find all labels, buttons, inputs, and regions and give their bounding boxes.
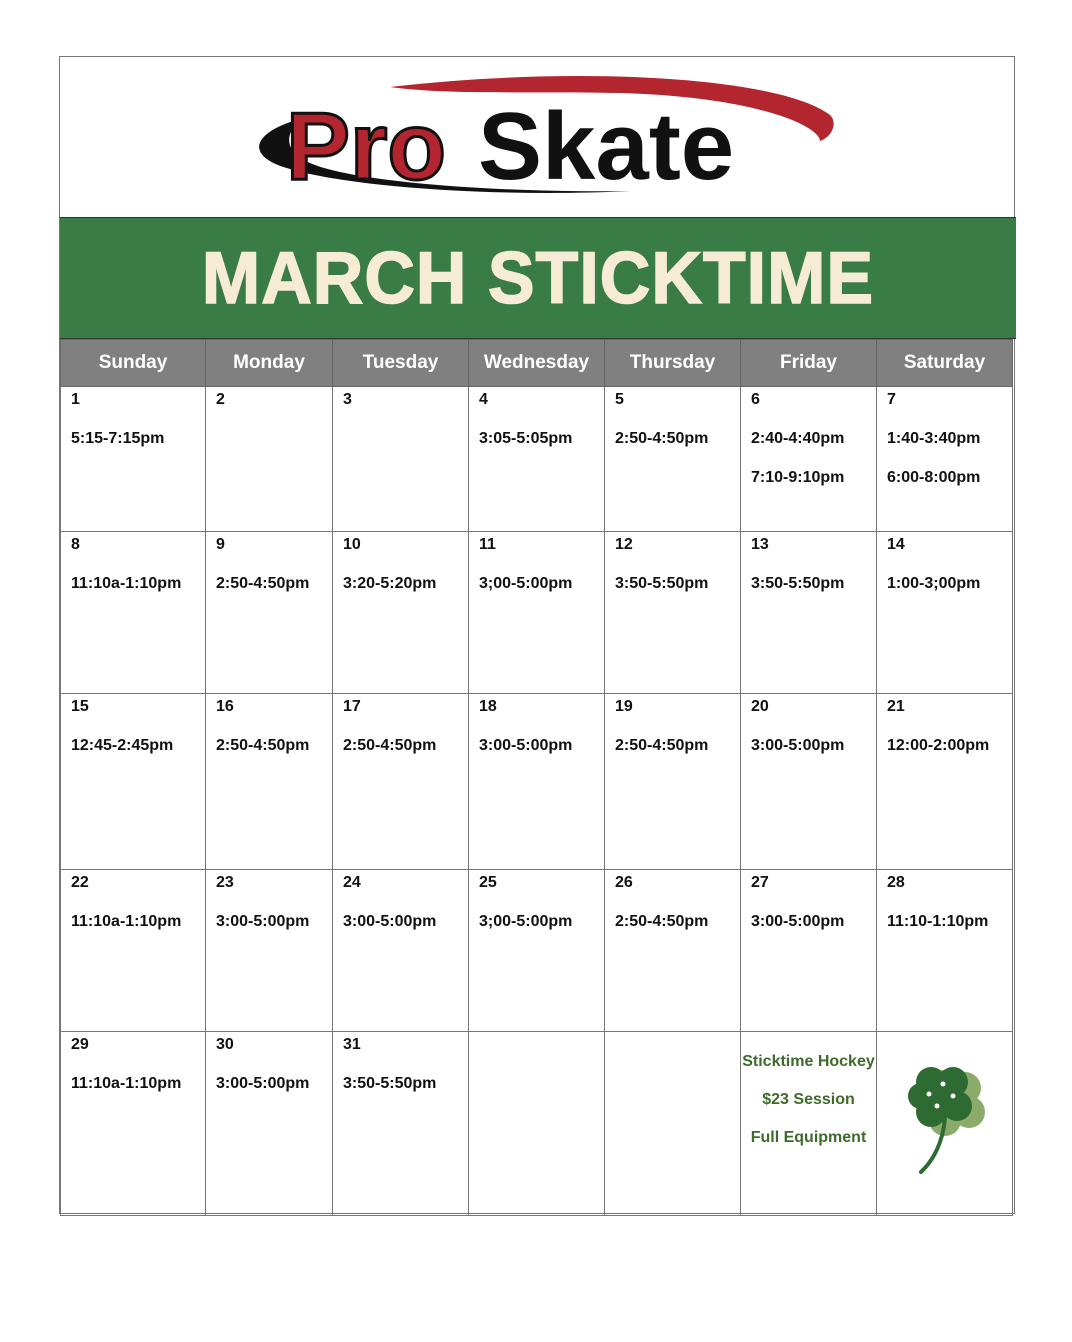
calendar-day-cell <box>206 1032 333 1216</box>
calendar-day-cell <box>877 532 1013 694</box>
session-time: 3:00-5:00pm <box>216 913 310 930</box>
calendar-day-cell <box>741 870 877 1032</box>
day-number: 19 <box>615 698 633 715</box>
empty-day-cell <box>469 1032 605 1216</box>
calendar-day-cell <box>206 532 333 694</box>
session-time: 12:45-2:45pm <box>71 737 174 754</box>
clover-cell <box>877 1032 1013 1216</box>
calendar-day-cell <box>469 387 605 532</box>
day-number: 4 <box>479 391 488 408</box>
calendar-day-cell <box>206 870 333 1032</box>
calendar-day-cell <box>333 1032 469 1216</box>
calendar-day-cell <box>605 387 741 532</box>
day-number: 29 <box>71 1036 89 1053</box>
calendar-day-cell <box>61 532 206 694</box>
day-number: 24 <box>343 874 361 891</box>
day-number: 14 <box>887 536 905 553</box>
calendar-week-row <box>61 694 1013 870</box>
weekday-header: Thursday <box>605 340 741 387</box>
day-number: 30 <box>216 1036 234 1053</box>
session-time: 3:20-5:20pm <box>343 575 437 592</box>
weekday-header: Saturday <box>877 340 1013 387</box>
calendar-week-row <box>61 1032 1013 1216</box>
weekday-header: Wednesday <box>469 340 605 387</box>
calendar-day-cell <box>605 694 741 870</box>
weekday-header: Friday <box>741 340 877 387</box>
calendar-day-cell <box>877 387 1013 532</box>
day-number: 23 <box>216 874 234 891</box>
session-time: 3:50-5:50pm <box>751 575 845 592</box>
calendar-day-cell <box>741 387 877 532</box>
calendar-grid <box>60 339 1013 1216</box>
session-time: 3:50-5:50pm <box>343 1075 437 1092</box>
calendar-day-cell <box>61 1032 206 1216</box>
day-number: 5 <box>615 391 624 408</box>
calendar-day-cell <box>469 694 605 870</box>
session-time: 3:00-5:00pm <box>479 737 573 754</box>
calendar-day-cell <box>741 694 877 870</box>
day-number: 11 <box>479 536 496 553</box>
day-number: 17 <box>343 698 361 715</box>
session-time: 3;00-5:00pm <box>479 913 573 930</box>
day-number: 7 <box>887 391 896 408</box>
session-time: 3:00-5:00pm <box>751 737 845 754</box>
calendar-day-cell <box>605 532 741 694</box>
session-time: 2:50-4:50pm <box>216 575 310 592</box>
session-time: 2:50-4:50pm <box>615 430 709 447</box>
weekday-header: Tuesday <box>333 340 469 387</box>
promo-price: $23 Session <box>762 1091 855 1108</box>
calendar-day-cell <box>61 694 206 870</box>
calendar-day-cell <box>206 694 333 870</box>
logo-pro-text: Pro <box>286 93 447 200</box>
day-number: 28 <box>887 874 905 891</box>
session-time: 6:00-8:00pm <box>887 469 981 486</box>
day-number: 31 <box>343 1036 361 1053</box>
day-number: 27 <box>751 874 769 891</box>
day-number: 8 <box>71 536 80 553</box>
session-time: 7:10-9:10pm <box>751 469 845 486</box>
calendar-week-row <box>61 870 1013 1032</box>
day-number: 13 <box>751 536 769 553</box>
promo-title: Sticktime Hockey <box>742 1053 875 1070</box>
month-banner <box>60 217 1016 339</box>
session-time: 11:10a-1:10pm <box>71 575 182 592</box>
calendar-day-cell <box>469 870 605 1032</box>
day-number: 15 <box>71 698 89 715</box>
day-number: 25 <box>479 874 497 891</box>
day-number: 21 <box>887 698 905 715</box>
day-number: 16 <box>216 698 234 715</box>
session-time: 3:05-5:05pm <box>479 430 573 447</box>
day-number: 1 <box>71 391 80 408</box>
weekday-header: Monday <box>206 340 333 387</box>
calendar-week-row <box>61 532 1013 694</box>
session-time: 2:50-4:50pm <box>615 913 709 930</box>
weekday-header: Sunday <box>61 340 206 387</box>
calendar-day-cell <box>469 532 605 694</box>
session-time: 3:00-5:00pm <box>216 1075 310 1092</box>
calendar-day-cell <box>61 387 206 532</box>
day-number: 22 <box>71 874 89 891</box>
session-time: 11:10-1:10pm <box>887 913 989 930</box>
session-time: 2:50-4:50pm <box>615 737 709 754</box>
calendar-day-cell <box>61 870 206 1032</box>
session-time: 3;00-5:00pm <box>479 575 573 592</box>
session-time: 12:00-2:00pm <box>887 737 990 754</box>
weekday-header-row <box>61 340 1013 387</box>
calendar-week-row <box>61 387 1013 532</box>
day-number: 18 <box>479 698 497 715</box>
calendar-day-cell <box>206 387 333 532</box>
logo-skate-text: Skate <box>478 93 735 200</box>
empty-day-cell <box>605 1032 741 1216</box>
session-time: 2:40-4:40pm <box>751 430 845 447</box>
day-number: 20 <box>751 698 769 715</box>
session-time: 11:10a-1:10pm <box>71 913 182 930</box>
session-time: 5:15-7:15pm <box>71 430 165 447</box>
session-time: 2:50-4:50pm <box>216 737 310 754</box>
session-time: 3:50-5:50pm <box>615 575 709 592</box>
banner-title: MARCH STICKTIME <box>201 237 875 319</box>
four-leaf-clover-icon <box>907 1062 991 1178</box>
calendar-day-cell <box>333 532 469 694</box>
calendar-day-cell <box>605 870 741 1032</box>
day-number: 2 <box>216 391 225 408</box>
calendar-day-cell <box>741 532 877 694</box>
day-number: 10 <box>343 536 361 553</box>
calendar-day-cell <box>877 870 1013 1032</box>
day-number: 6 <box>751 391 760 408</box>
session-time: 2:50-4:50pm <box>343 737 437 754</box>
day-number: 26 <box>615 874 633 891</box>
session-time: 11:10a-1:10pm <box>71 1075 182 1092</box>
sticktime-promo <box>741 1032 877 1216</box>
session-time: 1:00-3;00pm <box>887 575 981 592</box>
day-number: 12 <box>615 536 633 553</box>
calendar-day-cell <box>333 387 469 532</box>
session-time: 3:00-5:00pm <box>751 913 845 930</box>
proskate-logo <box>60 57 1014 217</box>
calendar-page <box>59 56 1015 1214</box>
session-time: 3:00-5:00pm <box>343 913 437 930</box>
calendar-day-cell <box>333 870 469 1032</box>
session-time: 1:40-3:40pm <box>887 430 981 447</box>
calendar-day-cell <box>877 694 1013 870</box>
promo-equipment: Full Equipment <box>750 1129 867 1146</box>
day-number: 3 <box>343 391 352 408</box>
calendar-day-cell <box>333 694 469 870</box>
day-number: 9 <box>216 536 225 553</box>
